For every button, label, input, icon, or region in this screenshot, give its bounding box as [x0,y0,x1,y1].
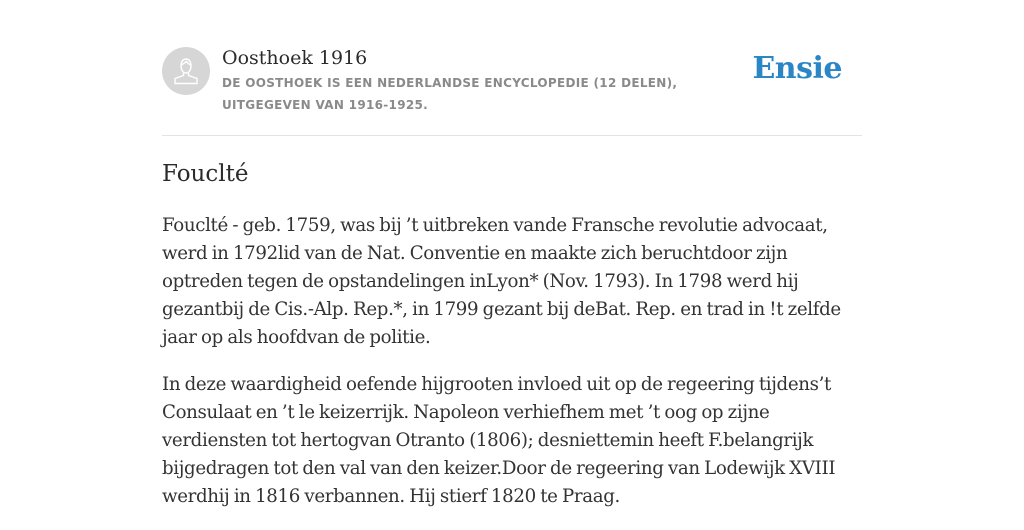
user-icon [172,56,200,86]
article-paragraph: Fouclté - geb. 1759, was bij ’t uitbreken vande Fransche revolutie advocaat, werd in 1792lid van de Nat. Conventie en maakte zich beruchtdoor zijn optreden tegen de opstandelingen inLyon* (Nov. 1793). In 1798 werd hij gezantbij de Cis.-Alp. Rep.*, in 1799 gezant bij deBat. Rep. en trad in !t zelfde jaar op als hoofdvan de politie. [162,215,841,348]
article-paragraph: In deze waardigheid oefende hijgrooten invloed uit op de regeering tijdens’t Consulaat en ’t le keizerrijk. Napoleon verhiefhem met ’t oog op zijne verdiensten tot hertogvan Otranto (1806); desniettemin heeft F.belangrijk bijgedragen tot den val van den keizer.Door de regeering van Lodewijk XVIII werdhij in 1816 verbannen. Hij stierf 1820 te Praag. [162,374,836,507]
source-name[interactable]: Oosthoek 1916 [222,47,368,69]
header-divider [162,135,862,136]
article-title: Fouclté [162,161,249,187]
source-info [222,46,762,116]
source-header [162,46,862,116]
source-description: DE OOSTHOEK IS EEN NEDERLANDSE ENCYCLOPEDIE (12 DELEN), UITGEGEVEN VAN 1916-1925. [222,76,678,112]
brand-logo[interactable]: Ensie [752,51,842,86]
article-body [162,212,862,530]
avatar[interactable] [162,47,210,95]
